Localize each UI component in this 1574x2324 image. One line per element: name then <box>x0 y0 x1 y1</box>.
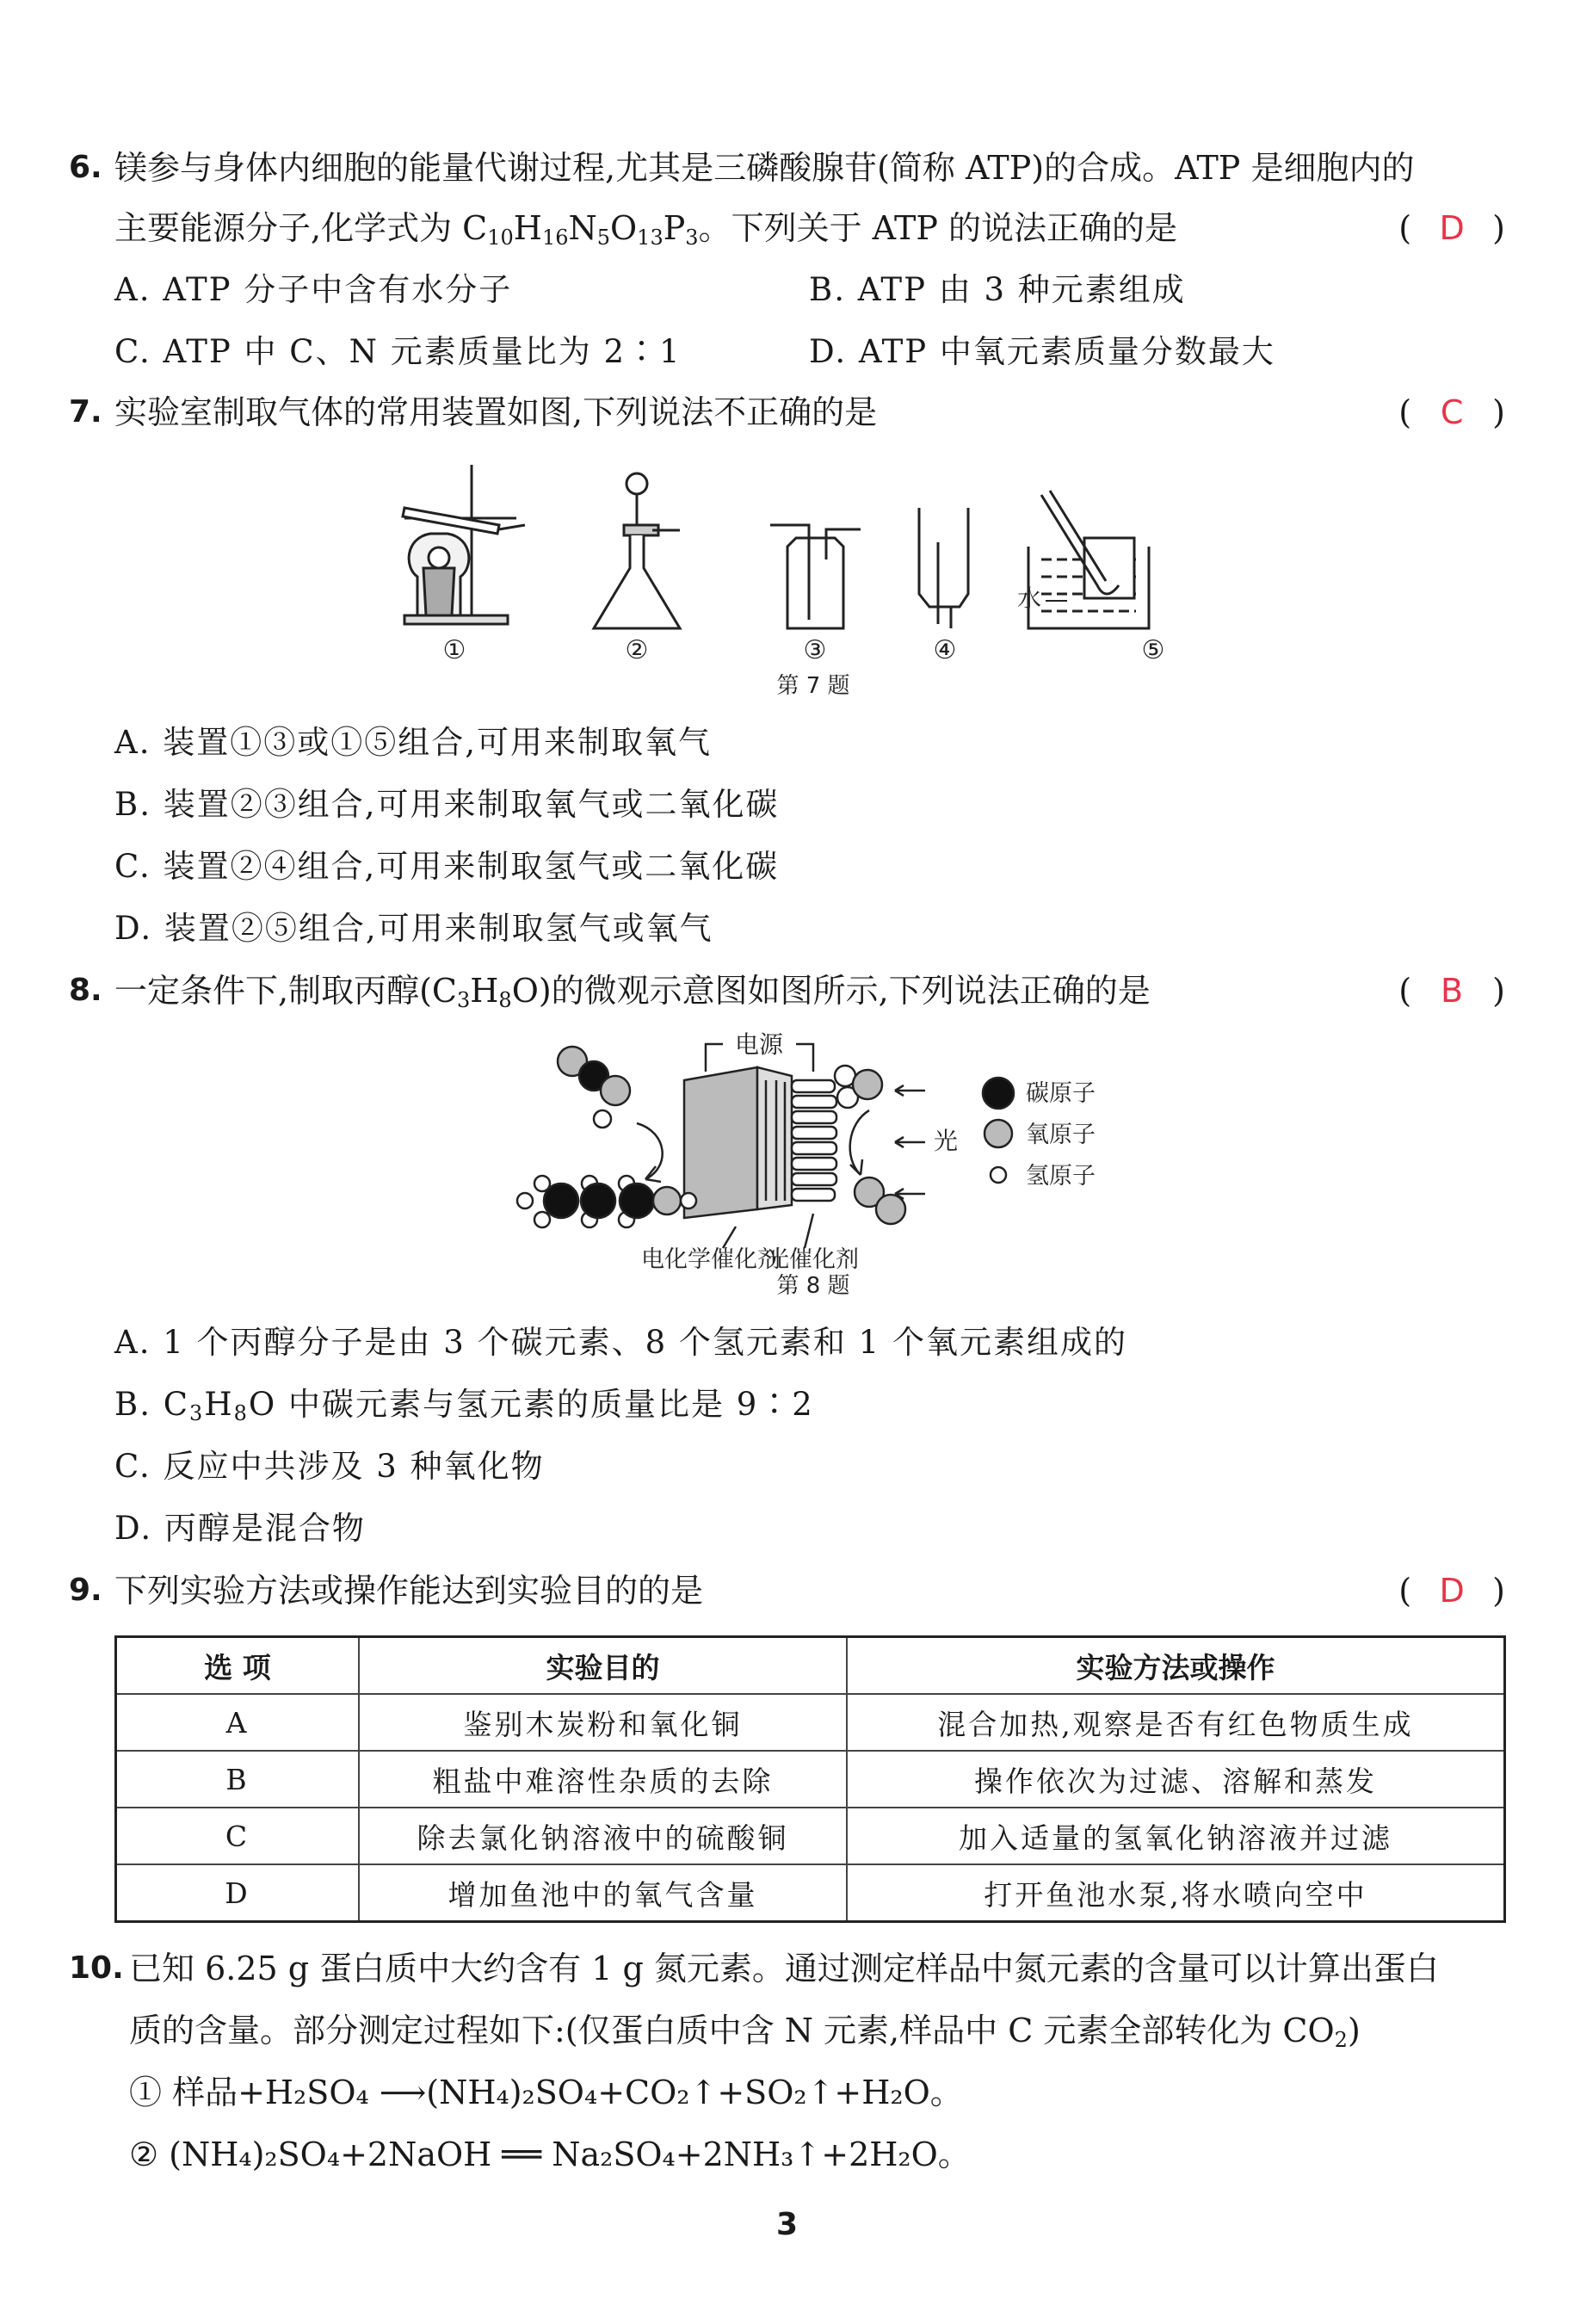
header-method: 实验方法或操作 <box>847 1637 1505 1695</box>
header-purpose: 实验目的 <box>359 1637 847 1695</box>
apparatus-1-heating <box>403 465 525 624</box>
legend-carbon-marker <box>983 1078 1014 1109</box>
legend-oxygen-marker <box>985 1120 1012 1147</box>
photo-catalyst-label: 光催化剂 <box>766 1246 859 1273</box>
q7-answer: C <box>1440 393 1464 431</box>
q7-answer-bracket: ( C ) <box>1398 391 1505 434</box>
propanol-molecule <box>517 1176 696 1227</box>
q10-equation-1: ① 样品+H₂SO₄ ⟶(NH₄)₂SO₄+CO₂↑+SO₂↑+H₂O。 <box>129 2074 963 2111</box>
q8-answer-bracket: ( B ) <box>1398 969 1505 1012</box>
q8-answer: B <box>1441 972 1464 1010</box>
row-b-option: B <box>116 1751 359 1808</box>
apparatus-label-4: ④ <box>933 635 957 665</box>
q8-figure-caption: 第 8 题 <box>776 1273 850 1299</box>
q7-option-a: A. 装置①③或①⑤组合,可用来制取氧气 <box>114 724 713 761</box>
q6-option-b: B. ATP 由 3 种元素组成 <box>809 271 1186 308</box>
apparatus-3-collector <box>770 525 861 628</box>
row-c-purpose: 除去氯化钠溶液中的硫酸铜 <box>359 1808 847 1864</box>
q7-option-b: B. 装置②③组合,可用来制取氧气或二氧化碳 <box>114 786 780 823</box>
light-label: 光 <box>934 1127 959 1155</box>
row-d-option: D <box>116 1864 359 1922</box>
q10-number: 10. <box>69 1950 124 1986</box>
apparatus-label-5: ⑤ <box>1141 635 1165 665</box>
q8-stem: 一定条件下,制取丙醇$(C_3H_8O)$的微观示意图如图所示,下列说法正确的是 <box>114 972 1151 1012</box>
q7-apparatus-figure <box>379 456 1256 706</box>
q9-answer-bracket: ( D ) <box>1398 1569 1505 1612</box>
q6-answer: D <box>1439 209 1465 247</box>
electro-catalyst-label: 电化学催化剂 <box>641 1246 781 1273</box>
q9-stem: 下列实验方法或操作能达到实验目的的是 <box>114 1572 704 1610</box>
table-row <box>116 1694 1505 1751</box>
q6-answer-bracket: ( D ) <box>1398 207 1505 250</box>
apparatus-label-3: ③ <box>803 635 827 665</box>
q8-option-c: C. 反应中共涉及 3 种氧化物 <box>114 1448 545 1485</box>
q8-reaction-figure <box>508 1029 1136 1304</box>
row-a-purpose: 鉴别木炭粉和氧化铜 <box>359 1694 847 1751</box>
apparatus-4-inverted-bottle <box>919 508 968 628</box>
photocatalyst <box>792 1080 836 1201</box>
q7-number: 7. <box>69 394 102 430</box>
apparatus-2-generator <box>594 473 680 628</box>
legend-carbon-label: 碳原子 <box>1026 1080 1096 1107</box>
q6-number: 6. <box>69 150 102 185</box>
q9-number: 9. <box>69 1573 102 1608</box>
q8-number: 8. <box>69 973 102 1008</box>
legend-oxygen-label: 氧原子 <box>1026 1122 1096 1148</box>
q7-figure-caption: 第 7 题 <box>776 673 850 699</box>
row-c-method: 加入适量的氢氧化钠溶液并过滤 <box>847 1808 1505 1864</box>
q10-equation-2: ② (NH₄)₂SO₄+2NaOH ══ Na₂SO₄+2NH₃↑+2H₂O。 <box>129 2135 971 2173</box>
q7-stem: 实验室制取气体的常用装置如图,下列说法不正确的是 <box>114 393 878 431</box>
q10-stem-line1: 已知 6.25 g 蛋白质中大约含有 1 g 氮元素。通过测定样品中氮元素的含量可以计算出蛋白 <box>129 1950 1439 1987</box>
page-number: 3 <box>775 2207 799 2242</box>
legend-hydrogen-marker <box>991 1167 1006 1183</box>
q6-stem-line1: 镁参与身体内细胞的能量代谢过程,尤其是三磷酸腺苷(简称 ATP)的合成。ATP 是细胞内的 <box>114 149 1415 187</box>
table-row <box>116 1864 1505 1922</box>
q9-answer: D <box>1439 1572 1465 1610</box>
q6-option-d: D. ATP 中氧元素质量分数最大 <box>809 333 1275 370</box>
q6-option-a: A. ATP 分子中含有水分子 <box>114 271 513 308</box>
row-b-purpose: 粗盐中难溶性杂质的去除 <box>359 1751 847 1808</box>
row-a-method: 混合加热,观察是否有红色物质生成 <box>847 1694 1505 1751</box>
row-d-purpose: 增加鱼池中的氧气含量 <box>359 1864 847 1922</box>
table-header-row <box>116 1637 1505 1695</box>
apparatus-5-water-trough <box>1028 491 1149 628</box>
row-b-method: 操作依次为过滤、溶解和蒸发 <box>847 1751 1505 1808</box>
q7-option-c: C. 装置②④组合,可用来制取氢气或二氧化碳 <box>114 848 780 885</box>
q9-table <box>114 1635 1506 1923</box>
q8-option-b: B. $C_3H_8O$ 中碳元素与氢元素的质量比是 9∶2 <box>114 1386 814 1425</box>
table-row <box>116 1808 1505 1864</box>
q8-option-d: D. 丙醇是混合物 <box>114 1510 366 1547</box>
q10-stem-line2: 质的含量。部分测定过程如下:(仅蛋白质中含 N 元素,样品中 C 元素全部转化为 $CO_2$) <box>129 2012 1361 2052</box>
q6-stem-line2: 主要能源分子,化学式为 $C_{10}H_{16}N_5O_{13}P_3$。下列关于 ATP 的说法正确的是 <box>114 209 1178 250</box>
row-a-option: A <box>116 1694 359 1751</box>
row-d-method: 打开鱼池水泵,将水喷向空中 <box>847 1864 1505 1922</box>
power-source-label: 电源 <box>734 1030 784 1059</box>
q8-option-a: A. 1 个丙醇分子是由 3 个碳元素、8 个氢元素和 1 个氧元素组成的 <box>114 1324 1127 1361</box>
header-option: 选 项 <box>116 1637 359 1695</box>
table-row <box>116 1751 1505 1808</box>
row-c-option: C <box>116 1808 359 1864</box>
water-label: 水 <box>1016 584 1041 613</box>
legend-hydrogen-label: 氢原子 <box>1026 1163 1096 1190</box>
q7-option-d: D. 装置②⑤组合,可用来制取氢气或氧气 <box>114 910 713 947</box>
apparatus-label-1: ① <box>442 635 466 665</box>
q6-option-c: C. ATP 中 C、N 元素质量比为 2∶1 <box>114 333 682 370</box>
apparatus-label-2: ② <box>625 635 649 665</box>
